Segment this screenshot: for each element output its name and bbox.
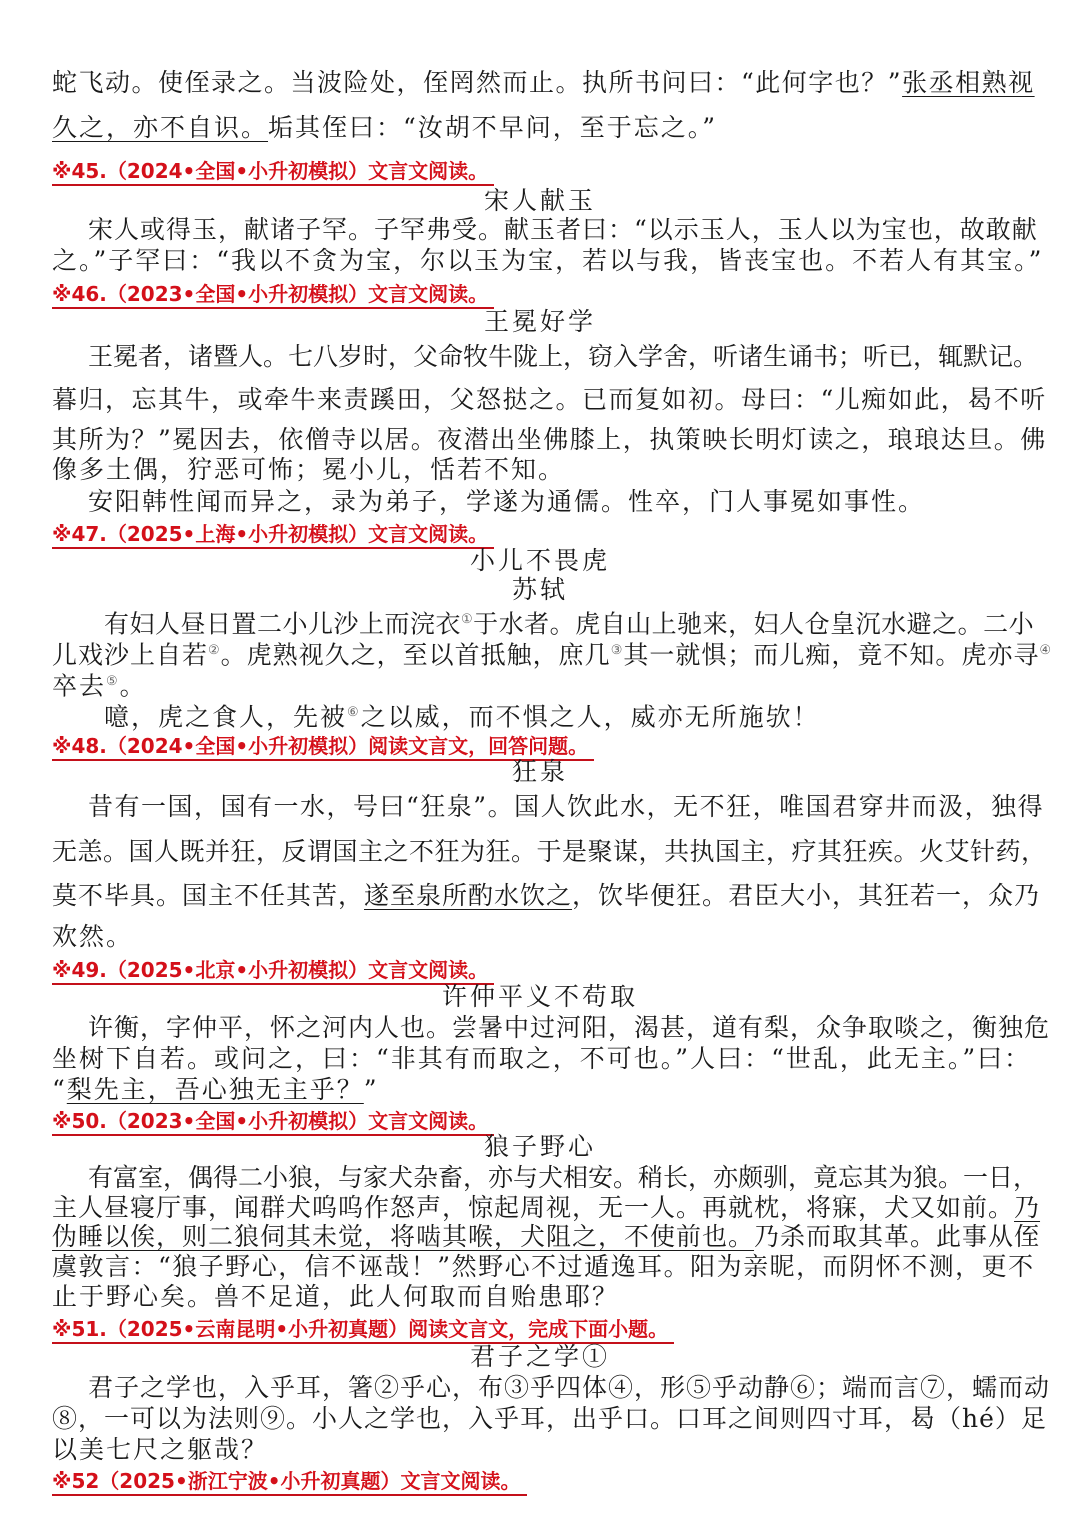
text-span: 虞敦言：“狼子野心，信不诬哉！”然野心不过遁逸耳。阳为亲昵，而阴怀不测，更不: [52, 1252, 1035, 1281]
text-line: [52, 837, 1047, 867]
passage-title: 君子之学①: [469, 1342, 610, 1371]
underlined-text: 乃: [1014, 1193, 1041, 1222]
footnote-marker: ⑥: [347, 705, 361, 720]
text-span: 像多土偶，狞恶可怖；冕小儿，恬若不知。: [52, 455, 566, 484]
underlined-text: 久之，亦不自识。: [52, 113, 269, 142]
text-span: ”: [363, 1075, 379, 1104]
question-heading: ※46.（2023•全国•小升初模拟）文言文阅读。: [52, 281, 494, 309]
text-line: [88, 1013, 1050, 1043]
footnote-marker: ③: [610, 643, 624, 658]
text-line: [52, 1282, 619, 1312]
text-span: 宋人或得玉，献诸子罕。子罕弗受。献玉者曰：“以示玉人，玉人以为宝也，故敢献: [88, 215, 1038, 244]
passage-title: 狂泉: [511, 757, 568, 786]
question-heading: ※48.（2024•全国•小升初模拟）阅读文言文，回答问题。: [52, 733, 594, 761]
text-line: [88, 487, 925, 517]
text-span: 。虎熟视久之，至以首抵触，庶几: [220, 640, 611, 670]
text-span: 其一就惧；而儿痴，竟不知。虎亦寻: [623, 640, 1040, 670]
question-heading: ※49.（2025•北京•小升初模拟）文言文阅读。: [52, 957, 494, 985]
text-span: 之以威，而不惧之人，威亦无所施欤！: [360, 702, 820, 732]
text-line: [52, 1075, 379, 1105]
underlined-text: 伪睡以俟，则二狼伺其未觉，将啮其喉，犬阻之，不使前也。: [52, 1222, 755, 1251]
text-span: 其所为？”冕因去，依僧寺以居。夜潜出坐佛膝上，执策映长明灯读之，琅琅达旦。佛: [52, 425, 1047, 454]
text-span: 有妇人昼日置二小儿沙上而浣衣: [104, 609, 462, 639]
underlined-text: 遂至泉所酌水饮之: [364, 881, 573, 910]
footnote-marker: ①: [461, 612, 474, 627]
text-span: 坐树下自若。或问之，曰：“非其有而取之，不可也。”人曰：“世乱，此无主。”曰：: [52, 1044, 1032, 1073]
text-line: [88, 1373, 1050, 1403]
text-span: 昔有一国，国有一水，号曰“狂泉”。国人饮此水，无不狂，唯国君穿井而汲，独得: [88, 792, 1045, 821]
text-span: 许衡，字仲平，怀之河内人也。尝暑中过河阳，渴甚，道有梨，众争取啖之，衡独危: [88, 1013, 1051, 1042]
text-line: [52, 1193, 1040, 1223]
text-span: “: [52, 1075, 67, 1104]
text-line: [52, 881, 1040, 911]
text-span: 以美七尺之躯哉？: [52, 1435, 269, 1464]
text-line: [88, 342, 1038, 372]
passage-title: 狼子野心: [483, 1132, 596, 1161]
text-line: [88, 792, 1044, 822]
text-line: [52, 1252, 1035, 1282]
text-line: [52, 1222, 1040, 1252]
text-span: 莫不毕具。国主不任其苦，: [52, 881, 365, 910]
question-heading: ※50.（2023•全国•小升初模拟）文言文阅读。: [52, 1108, 494, 1136]
text-span: ，饮毕便狂。君臣大小，其狂若一，众乃: [572, 881, 1041, 910]
passage-title: 许仲平义不苟取: [441, 982, 638, 1011]
passage-title: 小儿不畏虎: [469, 546, 610, 575]
text-line: [52, 455, 565, 485]
footnote-marker: ②: [208, 643, 221, 658]
text-line: [52, 425, 1047, 455]
text-span: 儿戏沙上自若: [52, 640, 209, 670]
text-line: [52, 636, 1052, 670]
text-span: ⑧，一可以为法则⑨。小人之学也，入乎耳，出乎口。口耳之间则四寸耳，曷（hé）足: [52, 1404, 1047, 1433]
text-line: [104, 605, 1034, 639]
text-line: [88, 215, 1038, 245]
text-span: 安阳韩性闻而异之，录为弟子，学遂为通儒。性卒，门人事冕如事性。: [88, 487, 926, 516]
text-line: [52, 922, 133, 952]
text-line: [104, 698, 820, 732]
text-span: 暮归，忘其牛，或牵牛来责蹊田，父怒挞之。已而复如初。母曰：“儿痴如此，曷不听: [52, 385, 1047, 414]
text-line: [52, 68, 1035, 98]
text-span: 垢其侄曰：“汝胡不早问，至于忘之。”: [268, 113, 718, 142]
text-line: [52, 1435, 268, 1465]
footnote-marker: ⑤: [106, 674, 120, 689]
passage-title: 王冕好学: [483, 307, 596, 336]
text-line: [52, 1044, 1031, 1074]
text-span: 王冕者，诸暨人。七八岁时，父命牧牛陇上，窃入学舍，听诸生诵书；听已，辄默记。: [88, 342, 1039, 371]
text-line: [52, 113, 717, 143]
text-line: [52, 1404, 1047, 1434]
text-span: 噫，虎之食人，先被: [104, 702, 348, 732]
text-span: 于水者。虎自山上驰来，妇人仓皇沉水避之。二小: [473, 609, 1035, 639]
text-span: 乃杀而取其革。此事从侄: [754, 1222, 1041, 1251]
passage-title: 苏轼: [511, 575, 568, 604]
text-span: 主人昼寝厅事，闻群犬呜呜作怒声，惊起周视，无一人。再就枕，将寐，犬又如前。: [52, 1193, 1015, 1222]
text-span: 无恙。国人既并狂，反谓国主之不狂为狂。于是聚谋，共执国主，疗其狂疾。火艾针药，: [52, 837, 1047, 866]
question-heading: ※51.（2025•云南昆明•小升初真题）阅读文言文，完成下面小题。: [52, 1316, 674, 1344]
underlined-text: 梨先主，吾心独无主乎？: [66, 1075, 364, 1104]
question-heading: ※47.（2025•上海•小升初模拟）文言文阅读。: [52, 521, 494, 549]
text-line: [52, 385, 1047, 415]
text-span: 欢然。: [52, 922, 134, 951]
question-heading: ※45.（2024•全国•小升初模拟）文言文阅读。: [52, 158, 494, 186]
text-span: 止于野心矣。兽不足道，此人何取而自贻患耶？: [52, 1282, 620, 1311]
text-span: 有富室，偶得二小狼，与家犬杂畜，亦与犬相安。稍长，亦颇驯，竟忘其为狼。一日，: [88, 1163, 1039, 1192]
text-line: [88, 1163, 1038, 1193]
text-line: [52, 246, 1043, 276]
passage-title: 宋人献玉: [483, 186, 596, 215]
text-span: 卒去: [52, 671, 107, 701]
text-span: 君子之学也，入乎耳，箸②乎心，布③乎四体④，形⑤乎动静⑥；端而言⑦，蠕而动: [88, 1373, 1051, 1402]
text-span: 。: [119, 671, 147, 701]
text-span: 之。”子罕曰：“我以不贪为宝，尔以玉为宝，若以与我，皆丧宝也。不若人有其宝。”: [52, 246, 1044, 275]
text-span: 蛇飞动。使侄录之。当波险处，侄罔然而止。执所书问曰：“此何字也？”: [52, 68, 903, 97]
question-heading: ※52（2025•浙江宁波•小升初真题）文言文阅读。: [52, 1468, 527, 1496]
footnote-marker: ④: [1039, 643, 1053, 658]
underlined-text: 张丞相熟视: [902, 68, 1035, 97]
text-line: [52, 667, 147, 701]
